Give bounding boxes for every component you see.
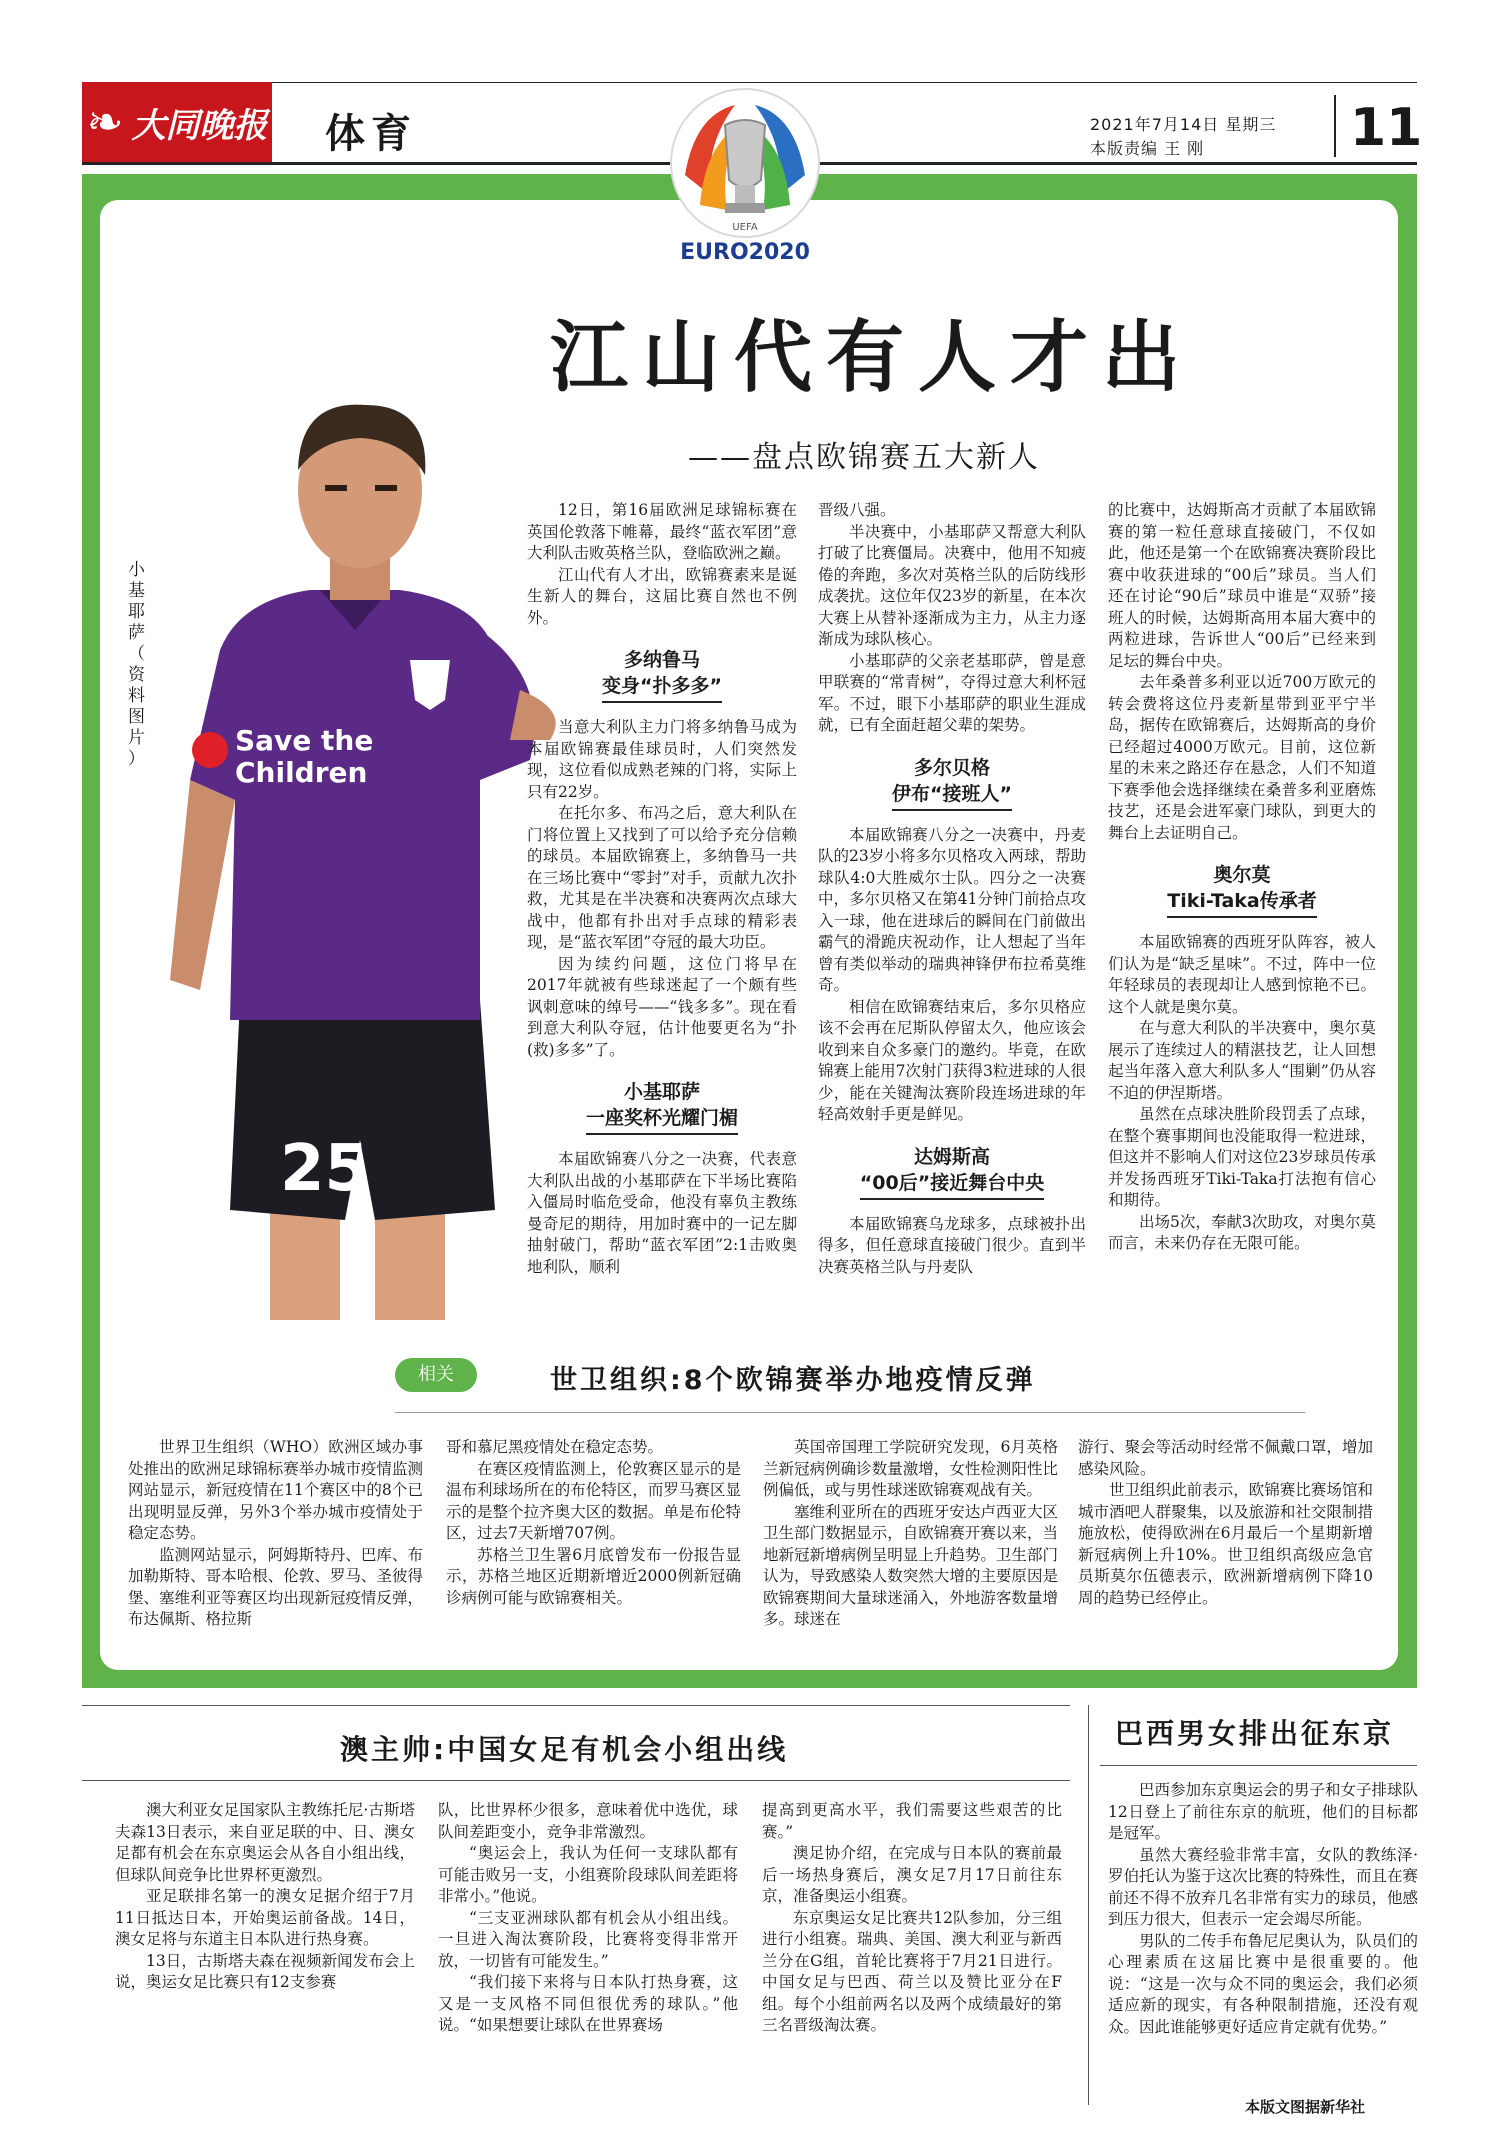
paragraph: 虽然大赛经验非常丰富，女队的教练泽·罗伯托认为鉴于这次比赛的特殊性，而且在赛前还不得不放弃几名非常有实力的球员，他感到压力很大，但表示一定会竭尽所能。 — [1108, 1845, 1419, 1928]
euro2020-trophy-icon — [665, 85, 825, 260]
paragraph: 的比赛中，达姆斯高才贡献了本届欧锦赛的第一粒任意球直接破门，不仅如此，他还是第一个在欧锦赛决赛阶段比赛中收获进球的“00后”球员。当人们还在讨论“90后”球员中谁是“双骄”接班人的时候，达姆斯高用本届大赛中的两粒进球，告诉世人“00后”已经来到足坛的舞台中央。 — [1108, 501, 1376, 670]
paragraph: 本届欧锦赛乌龙球多，点球被扑出得多，但任意球直接破门很少。直到半决赛英格兰队与丹麦队 — [818, 1214, 1086, 1276]
paragraph: 巴西参加东京奥运会的男子和女子排球队12日登上了前往东京的航班，他们的目标都是冠军。 — [1108, 1781, 1419, 1842]
paragraph: 监测网站显示，阿姆斯特丹、巴库、布加勒斯特、哥本哈根、伦敦、罗马、圣彼得堡、塞维利亚等赛区均出现新冠疫情反弹，布达佩斯、格拉斯 — [128, 1545, 423, 1628]
subtitle-line2: “00后”接近舞台中央 — [860, 1170, 1044, 1200]
section-title: 体育 — [325, 111, 417, 157]
column-separator — [1088, 1705, 1089, 2105]
subtitle-line1: 多纳鲁马 — [623, 649, 700, 671]
section-subtitle — [527, 1079, 797, 1135]
paragraph: 因为续约问题，这位门将早在2017年就被有些球迷起了一个颇有些讽刺意味的绰号——“钱多多”。现在看到意大利队夺冠，估计他要更名为“扑(救)多多”了。 — [527, 954, 797, 1059]
subtitle-line1: 多尔贝格 — [913, 756, 990, 779]
section-subtitle — [1108, 862, 1376, 918]
issue-date: 2021年7月14日 星期三 — [1090, 115, 1277, 134]
page-number-divider — [1334, 95, 1336, 157]
subtitle-line2: Tiki-Taka传承者 — [1167, 888, 1317, 918]
paragraph: “三支亚洲球队都有机会从小组出线。一旦进入淘汰赛阶段，比赛将变得非常开放，一切皆有可能发生。” — [438, 1908, 738, 1970]
paragraph: 塞维利亚所在的西班牙安达卢西亚大区卫生部门数据显示，自欧锦赛开赛以来，当地新冠新增病例呈明显上升趋势。卫生部门认为，导致感染人数突然大增的主要原因是欧锦赛期间大量球迷涌入，外地游客数量增多。球迷在 — [763, 1502, 1058, 1628]
header-top-rule — [272, 82, 1417, 83]
paragraph: 小基耶萨的父亲老基耶萨，曾是意甲联赛的“常青树”，夺得过意大利杯冠军。不过，眼下小基耶萨的职业生涯成就，已有全面赶超父辈的架势。 — [818, 651, 1086, 734]
paragraph: 提高到更高水平，我们需要这些艰苦的比赛。” — [762, 1801, 1062, 1841]
paragraph: 哥和慕尼黑疫情处在稳定态势。 — [446, 1438, 664, 1456]
bottom-left-column-3 — [762, 1800, 1062, 2037]
paragraph: 澳足协介绍，在完成与日本队的赛前最后一场热身赛后，澳女足7月17日前往东京，准备奥运小组赛。 — [762, 1844, 1062, 1905]
jersey-sponsor-line1: Save the — [235, 724, 374, 757]
paragraph: 澳大利亚女足国家队主教练托尼·古斯塔夫森13日表示，来自亚足联的中、日、澳女足都有机会在东京奥运会从各自小组出线，但球队间竞争比世界杯更激烈。 — [115, 1801, 415, 1884]
page-headline: 江山代有人才出 — [550, 313, 1195, 403]
related-column-2 — [446, 1437, 741, 1609]
page-subheadline: ——盘点欧锦赛五大新人 — [688, 440, 1040, 475]
paragraph: 男队的二传手布鲁尼尼奥认为，队员们的心理素质在这届比赛中是很重要的。他说：“这是一次与众不同的奥运会，我们必须适应新的现实，有各种限制措施，还没有观众。因此谁能够更好适应肯定就有优势。” — [1108, 1931, 1419, 2036]
logo-swoosh-icon: ❧ — [86, 96, 124, 148]
photo-credit: 本版文图据新华社 — [1245, 2098, 1366, 2116]
bottom-right-column — [1108, 1780, 1418, 2038]
subtitle-line2: 伊布“接班人” — [892, 781, 1012, 811]
paragraph: 江山代有人才出，欧锦赛素来是诞生新人的舞台，这届比赛自然也不例外。 — [527, 565, 797, 627]
subtitle-line1: 小基耶萨 — [623, 1081, 700, 1103]
paragraph: 半决赛中，小基耶萨又帮意大利队打破了比赛僵局。决赛中，他用不知疲倦的奔跑，多次对英格兰队的后防线形成袭扰。这位年仅23岁的新星，在本次大赛上从替补逐渐成为主力，从主力逐渐成为球队核心。 — [818, 522, 1086, 648]
bottom-left-headline: 澳主帅:中国女足有机会小组出线 — [340, 1733, 789, 1766]
euro2020-wordmark: EURO2020 — [680, 240, 810, 265]
paragraph: 世界卫生组织（WHO）欧洲区域办事处推出的欧洲足球锦标赛举办城市疫情监测网站显示，新冠疫情在11个赛区中的8个已出现明显反弹，另外3个举办城市疫情处于稳定态势。 — [128, 1438, 423, 1542]
paragraph: 12日，第16届欧洲足球锦标赛在英国伦敦落下帷幕，最终“蓝衣军团”意大利队击败英格兰队，登临欧洲之巅。 — [527, 501, 797, 562]
page-editor: 本版责编 王 刚 — [1090, 139, 1205, 158]
bottom-left-top-rule — [82, 1705, 1070, 1706]
paragraph: 在托尔多、布冯之后，意大利队在门将位置上又找到了可以给予充分信赖的球员。本届欧锦赛上，多纳鲁马一共在三场比赛中“零封”对手，贡献九次扑救，尤其是在半决赛和决赛两次点球大战中，他都有扑出对手点球的精彩表现，是“蓝衣军团”夺冠的最大功臣。 — [527, 804, 797, 951]
paragraph: 去年桑普多利亚以近700万欧元的转会费将这位丹麦新星带到亚平宁半岛，据传在欧锦赛后，达姆斯高的身价已经超过4000万欧元。目前，这位新星的未来之路还存在悬念，人们不知道下赛季他会选择继续在桑普多利亚磨炼技艺，还是会进军豪门球队，到更大的舞台上去证明自己。 — [1108, 673, 1376, 842]
paragraph: 本届欧锦赛八分之一决赛中，丹麦队的23岁小将多尔贝格攻入两球，帮助球队4:0大胜威尔士队。四分之一决赛中，多尔贝格又在第41分钟门前拾点攻入一球，他在进球后的瞬间在门前做出霸气的滑跪庆祝动作，让人想起了当年曾有类似举动的瑞典神锋伊布拉希莫维奇。 — [818, 825, 1086, 994]
paragraph: 英国帝国理工学院研究发现，6月英格兰新冠病例确诊数量激增，女性检测阳性比例偏低，或与男性球迷欧锦赛观战有关。 — [763, 1438, 1058, 1499]
paragraph: “我们接下来将与日本队打热身赛，这又是一支风格不同但很优秀的球队。”他说。“如果想要让球队在世界赛场 — [438, 1973, 738, 2034]
logo-text: 大同晚报 — [131, 105, 268, 146]
paragraph: 苏格兰卫生署6月底曾发布一份报告显示，苏格兰地区近期新增近2000例新冠确诊病例可能与欧锦赛相关。 — [446, 1545, 741, 1607]
bottom-left-column-2 — [438, 1800, 738, 2037]
paragraph: 虽然在点球决胜阶段罚丢了点球，在整个赛事期间也没能取得一粒进球，但这并不影响人们对这位23岁球员传承并发扬西班牙Tiki-Taka打法抱有信心和期待。 — [1108, 1105, 1376, 1209]
paragraph: 世卫组织此前表示，欧锦赛比赛场馆和城市酒吧人群聚集，以及旅游和社交限制措施放松，使得欧洲在6月最后一个星期新增新冠病例上升10%。世卫组织高级应急官员斯莫尔伍德表示，欧洲新增病例下降10周的趋势已经停止。 — [1078, 1481, 1373, 1607]
paragraph: 13日，古斯塔夫森在视频新闻发布会上说，奥运女足比赛只有12支参赛 — [115, 1951, 415, 1991]
paragraph: 出场5次，奉献3次助攻，对奥尔莫而言，未来仍存在无限可能。 — [1108, 1212, 1376, 1252]
paragraph: 本届欧锦赛的西班牙队阵容，被人们认为是“缺乏星味”。不过，阵中一位年轻球员的表现却让人感到惊艳不已。这个人就是奥尔莫。 — [1108, 933, 1376, 1016]
bottom-right-headline: 巴西男女排出征东京 — [1115, 1717, 1395, 1750]
subtitle-line1: 达姆斯高 — [913, 1145, 990, 1168]
page-number: 11 — [1350, 98, 1423, 158]
shorts-number: 25 — [280, 1132, 370, 1206]
player-photo — [150, 380, 560, 1320]
related-column-3 — [763, 1437, 1058, 1631]
article-column-3 — [1108, 500, 1376, 1255]
related-tag: 相关 — [395, 1358, 477, 1392]
subtitle-line2: 一座奖杯光耀门楣 — [586, 1105, 738, 1135]
uefa-label: UEFA — [732, 222, 758, 233]
related-column-1 — [128, 1437, 423, 1631]
paragraph: “奥运会上，我认为任何一支球队都有可能击败另一支，小组赛阶段球队间差距将非常小。”他说。 — [438, 1844, 738, 1905]
bottom-left-column-1 — [115, 1800, 415, 1994]
paragraph: 亚足联排名第一的澳女足据介绍于7月11日抵达日本，开始奥运前备战。14日，澳女足将与东道主日本队进行热身赛。 — [115, 1887, 415, 1948]
paragraph: 晋级八强。 — [818, 501, 896, 519]
related-column-4 — [1078, 1437, 1373, 1609]
bottom-left-title-rule — [82, 1780, 1070, 1781]
subtitle-line2: 变身“扑多多” — [602, 673, 722, 703]
photo-caption: 小基耶萨（资料图片） — [128, 560, 145, 769]
paragraph: 在与意大利队的半决赛中，奥尔莫展示了连续过人的精湛技艺，让人回想起当年落入意大利队多人“围剿”仍从容不迫的伊涅斯塔。 — [1108, 1019, 1376, 1102]
newspaper-logo — [82, 82, 272, 162]
paragraph: 本届欧锦赛八分之一决赛，代表意大利队出战的小基耶萨在下半场比赛陷入僵局时临危受命，他没有辜负主教练曼奇尼的期待，用加时赛中的一记左脚抽射破门，帮助“蓝衣军团”2:1击败奥地利队，顺利 — [527, 1150, 797, 1276]
section-subtitle — [818, 1144, 1086, 1200]
related-rule — [395, 1412, 1305, 1413]
jersey-sponsor-line2: Children — [235, 756, 368, 789]
paragraph: 当意大利队主力门将多纳鲁马成为本届欧锦赛最佳球员时，人们突然发现，这位看似成熟老辣的门将，实际上只有22岁。 — [527, 718, 797, 801]
bottom-right-title-rule — [1100, 1765, 1417, 1766]
paragraph: 队，比世界杯少很多，意味着优中选优，球队间差距变小，竞争非常激烈。 — [438, 1801, 738, 1841]
section-subtitle — [818, 755, 1086, 811]
paragraph: 东京奥运女足比赛共12队参加，分三组进行小组赛。瑞典、美国、澳大利亚与新西兰分在G组，首轮比赛将于7月21日进行。中国女足与巴西、荷兰以及赞比亚分在F组。每个小组前两名以及两个成绩最好的第三名晋级淘汰赛。 — [762, 1908, 1062, 2034]
related-headline: 世卫组织:8个欧锦赛举办地疫情反弹 — [550, 1365, 1036, 1396]
paragraph: 游行、聚会等活动时经常不佩戴口罩，增加感染风险。 — [1078, 1438, 1373, 1478]
paragraph: 在赛区疫情监测上，伦敦赛区显示的是温布利球场所在的布伦特区，而罗马赛区显示的是整个拉齐奥大区的数据。单是布伦特区，过去7天新增707例。 — [446, 1459, 741, 1542]
article-column-2 — [818, 500, 1086, 1278]
section-subtitle — [527, 647, 797, 703]
subtitle-line1: 奥尔莫 — [1213, 864, 1271, 886]
paragraph: 相信在欧锦赛结束后，多尔贝格应该不会再在尼斯队停留太久，他应该会收到来自众多豪门的邀约。毕竟，在欧锦赛上能用7次射门获得3粒进球的人很少，能在关键淘汰赛阶段连场进球的年轻高效射手更是鲜见。 — [818, 997, 1086, 1123]
article-column-1 — [527, 500, 797, 1278]
